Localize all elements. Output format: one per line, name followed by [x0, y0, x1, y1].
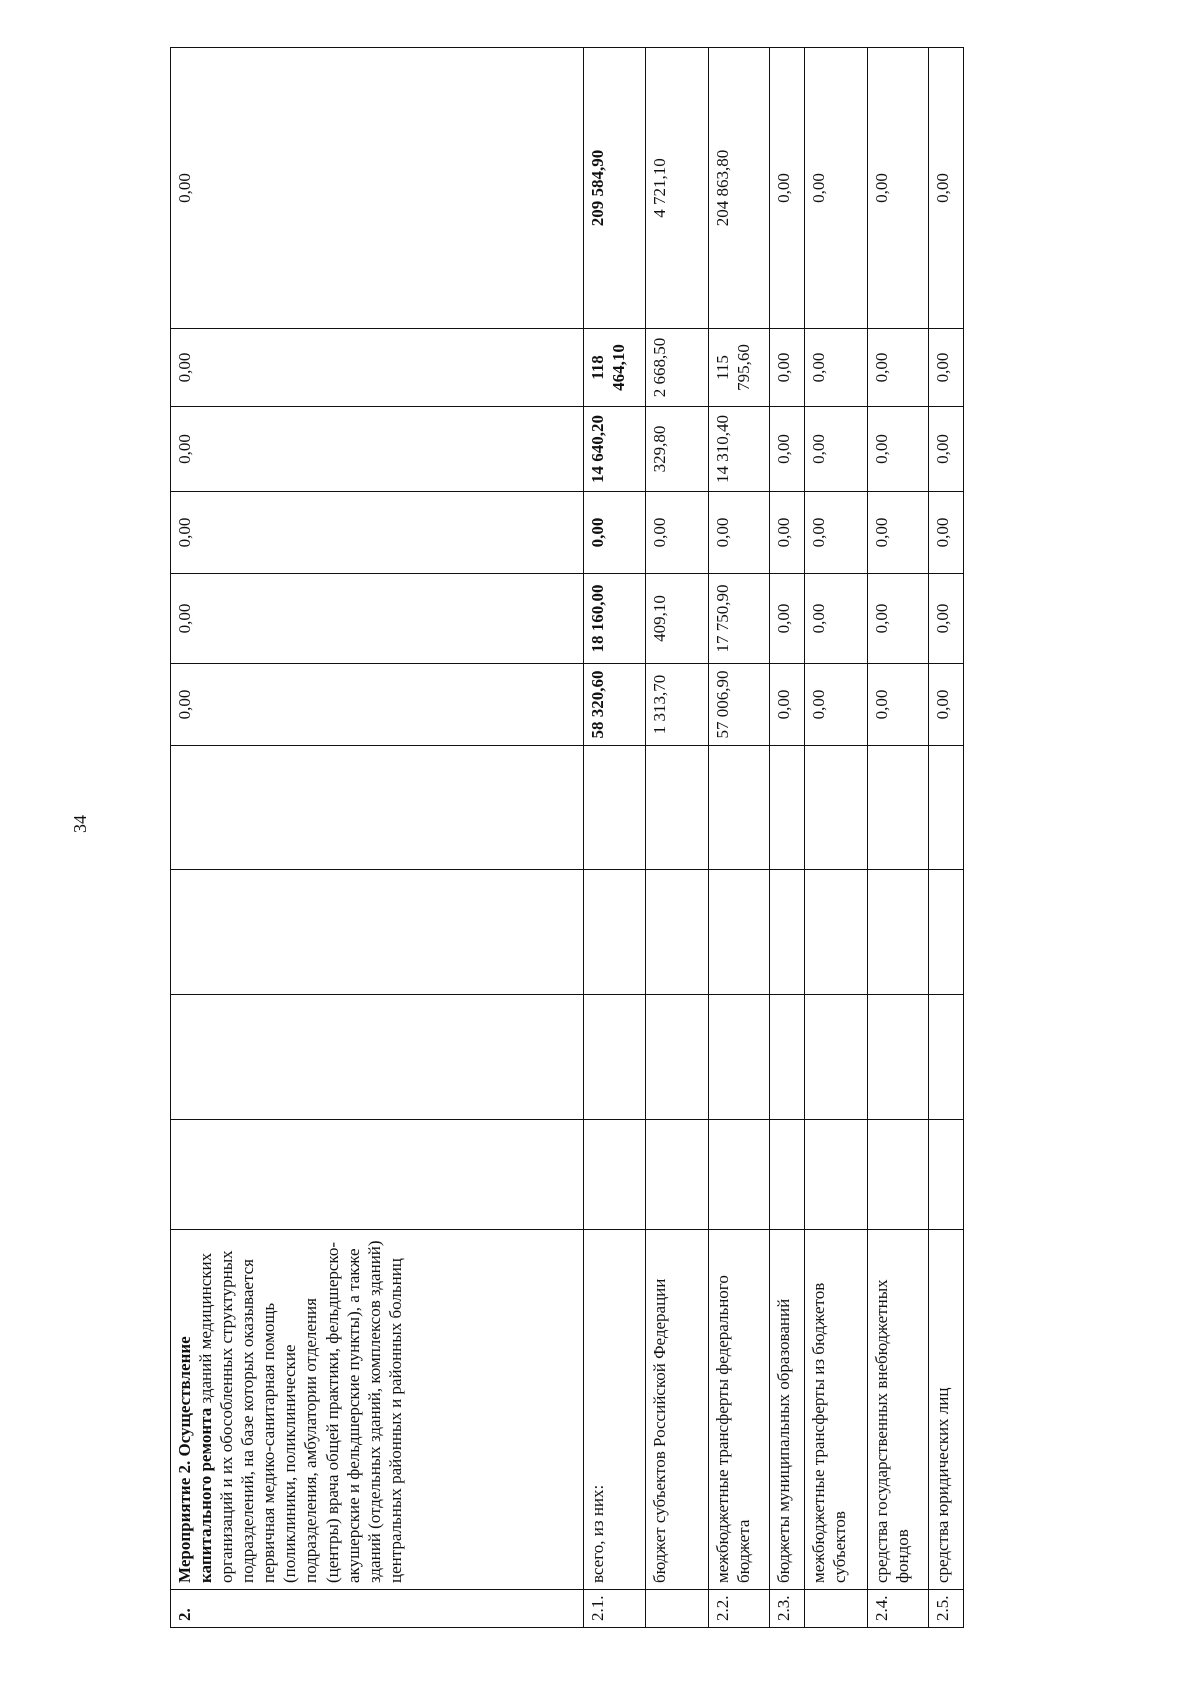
- value-cell: 57 006,90: [709, 664, 770, 746]
- value-cell: 0,00: [868, 329, 929, 407]
- table-row: [770, 48, 805, 1628]
- value-cell: 0,00: [171, 574, 584, 664]
- value-cell: 0,00: [171, 407, 584, 492]
- table-row: [805, 48, 868, 1628]
- value-cell: 0,00: [770, 492, 805, 574]
- value-cell: 0,00: [868, 574, 929, 664]
- value-cell: 0,00: [770, 48, 805, 329]
- value-cell: 4 721,10: [646, 48, 709, 329]
- value-cell: 0,00: [584, 492, 646, 574]
- value-cell: 118 464,10: [584, 329, 646, 407]
- value-cell: 0,00: [868, 492, 929, 574]
- value-cell: 0,00: [770, 664, 805, 746]
- empty-cell: [805, 995, 868, 1120]
- value-cell: 1 313,70: [646, 664, 709, 746]
- row-number: 2.: [171, 1590, 584, 1628]
- value-cell: 14 640,20: [584, 407, 646, 492]
- empty-cell: [584, 870, 646, 995]
- empty-cell: [770, 746, 805, 870]
- empty-cell: [868, 870, 929, 995]
- table-row-activity-2: [171, 48, 584, 1628]
- value-cell: 0,00: [770, 407, 805, 492]
- activity-title-bold: Мероприятие 2. Осуществление капитального ремонта: [175, 1336, 216, 1583]
- page-number: 34: [70, 815, 90, 833]
- value-cell: 0,00: [805, 407, 868, 492]
- row-label: бюджет субъектов Российской Федерации: [646, 1230, 709, 1590]
- empty-cell: [171, 870, 584, 995]
- empty-cell: [646, 1120, 709, 1230]
- row-number: 2.3.: [770, 1590, 805, 1628]
- empty-cell: [171, 1120, 584, 1230]
- empty-cell: [929, 995, 964, 1120]
- value-cell: 0,00: [770, 329, 805, 407]
- value-cell: 58 320,60: [584, 664, 646, 746]
- row-number: 2.4.: [868, 1590, 929, 1628]
- table-row: [646, 48, 709, 1628]
- value-cell: 329,80: [646, 407, 709, 492]
- table-row: [584, 48, 646, 1628]
- value-cell: 0,00: [805, 492, 868, 574]
- empty-cell: [709, 746, 770, 870]
- value-cell: 0,00: [709, 492, 770, 574]
- empty-cell: [584, 995, 646, 1120]
- empty-cell: [709, 995, 770, 1120]
- empty-cell: [584, 746, 646, 870]
- row-label: межбюджетные трансферты из бюджетов субъектов: [805, 1230, 868, 1590]
- table-row: [709, 48, 770, 1628]
- value-cell: 0,00: [805, 574, 868, 664]
- value-cell: 0,00: [929, 574, 964, 664]
- row-label: средства юридических лиц: [929, 1230, 964, 1590]
- activity-title-cell: [171, 1230, 584, 1590]
- empty-cell: [171, 746, 584, 870]
- empty-cell: [929, 1120, 964, 1230]
- value-cell: 204 863,80: [709, 48, 770, 329]
- value-cell: 18 160,00: [584, 574, 646, 664]
- row-label: средства государственных внебюджетных фондов: [868, 1230, 929, 1590]
- value-cell: 0,00: [171, 492, 584, 574]
- row-label: бюджеты муниципальных образований: [770, 1230, 805, 1590]
- empty-cell: [805, 870, 868, 995]
- row-label: всего, из них:: [584, 1230, 646, 1590]
- empty-cell: [770, 870, 805, 995]
- value-cell: 0,00: [805, 48, 868, 329]
- empty-cell: [709, 1120, 770, 1230]
- empty-cell: [868, 995, 929, 1120]
- value-cell: 0,00: [929, 492, 964, 574]
- empty-cell: [929, 746, 964, 870]
- value-cell: 0,00: [171, 664, 584, 746]
- value-cell: 209 584,90: [584, 48, 646, 329]
- value-cell: 0,00: [805, 664, 868, 746]
- value-cell: 0,00: [929, 664, 964, 746]
- value-cell: 0,00: [868, 48, 929, 329]
- value-cell: 0,00: [929, 329, 964, 407]
- table-row: [929, 48, 964, 1628]
- value-cell: 0,00: [929, 48, 964, 329]
- rotated-table-wrapper: [170, 48, 952, 1628]
- value-cell: 0,00: [805, 329, 868, 407]
- table-row: [868, 48, 929, 1628]
- empty-cell: [646, 995, 709, 1120]
- row-label: межбюджетные трансферты федерального бюджета: [709, 1230, 770, 1590]
- empty-cell: [709, 870, 770, 995]
- row-number: 2.1.: [584, 1590, 646, 1628]
- activity-title-text: зданий медицинских организаций и их обособленных структурных подразделений, на базе которых оказывается первичная медико-санитарная помощь (поликлиники, поликлинические подразделения, амбулатории отделения (центры) врача общей практики, фельдшерско-акушерские и фельдшерские пункты), а также зданий (отдельных зданий, комплексов зданий) центральных районных и районных больниц: [196, 1240, 405, 1583]
- budget-table: [170, 47, 964, 1628]
- value-cell: 0,00: [929, 407, 964, 492]
- empty-cell: [171, 995, 584, 1120]
- value-cell: 0,00: [646, 492, 709, 574]
- empty-cell: [646, 870, 709, 995]
- value-cell: 0,00: [171, 48, 584, 329]
- empty-cell: [929, 870, 964, 995]
- empty-cell: [868, 746, 929, 870]
- empty-cell: [584, 1120, 646, 1230]
- value-cell: 2 668,50: [646, 329, 709, 407]
- empty-cell: [805, 746, 868, 870]
- row-number: [646, 1590, 709, 1628]
- row-number: [805, 1590, 868, 1628]
- row-number: 2.2.: [709, 1590, 770, 1628]
- empty-cell: [646, 746, 709, 870]
- row-number: 2.5.: [929, 1590, 964, 1628]
- value-cell: 115 795,60: [709, 329, 770, 407]
- value-cell: 409,10: [646, 574, 709, 664]
- value-cell: 0,00: [770, 574, 805, 664]
- value-cell: 14 310,40: [709, 407, 770, 492]
- value-cell: 17 750,90: [709, 574, 770, 664]
- value-cell: 0,00: [171, 329, 584, 407]
- empty-cell: [868, 1120, 929, 1230]
- empty-cell: [770, 995, 805, 1120]
- value-cell: 0,00: [868, 407, 929, 492]
- empty-cell: [805, 1120, 868, 1230]
- value-cell: 0,00: [868, 664, 929, 746]
- empty-cell: [770, 1120, 805, 1230]
